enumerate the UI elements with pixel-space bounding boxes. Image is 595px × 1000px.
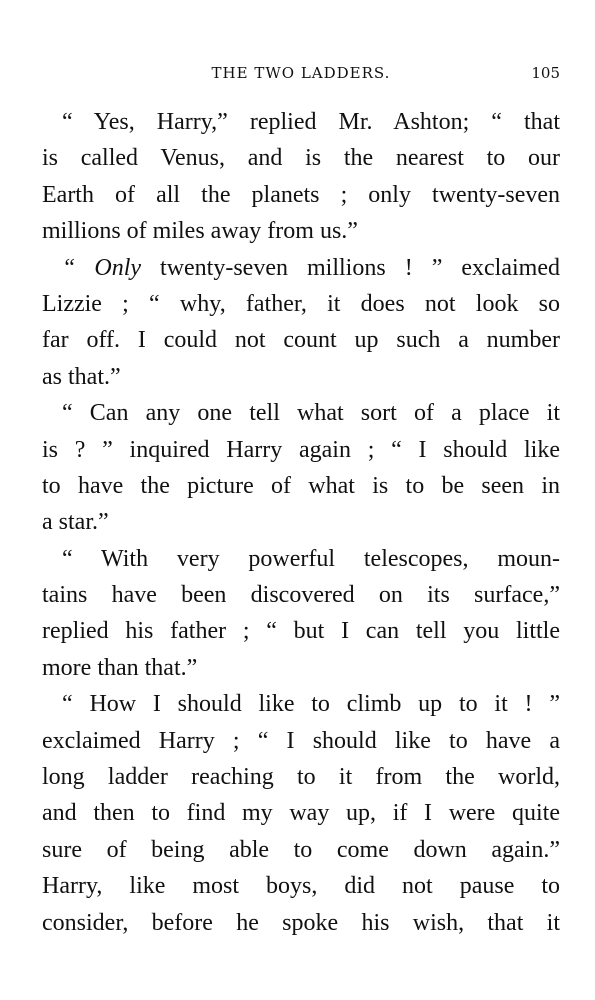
text-line: is ? ” inquired Harry again ; “ I should like [42, 436, 560, 463]
text-line-rest: twenty-seven millions ! ” exclaimed [160, 254, 560, 281]
text-line: Lizzie ; “ why, father, it does not look so [42, 290, 560, 317]
text-line: tains have been discovered on its surface,” [42, 582, 560, 609]
text-line: a star.” [42, 509, 109, 536]
body-text [42, 104, 560, 941]
text-line: sure of being able to come down again.” [42, 836, 560, 863]
text-line: consider, before he spoke his wish, that it [42, 909, 560, 936]
text-line: Harry, like most boys, did not pause to [42, 873, 560, 900]
text-line: exclaimed Harry ; “ I should like to have a [42, 727, 560, 754]
text-line: more than that.” [42, 654, 198, 681]
text-line: Earth of all the planets ; only twenty-seven [42, 181, 560, 208]
text-line: “ How I should like to climb up to it ! ” [62, 691, 560, 718]
text-line: long ladder reaching to it from the world, [42, 764, 560, 791]
text-line: and then to find my way up, if I were quite [42, 800, 560, 827]
running-head [42, 64, 560, 84]
text-line: millions of miles away from us.” [42, 218, 358, 245]
text-line: far off. I could not count up such a number [42, 327, 560, 354]
text-line [42, 250, 560, 286]
italic-word: “ Only [62, 254, 142, 281]
page-number: 105 [531, 64, 560, 82]
text-line: “ Yes, Harry,” replied Mr. Ashton; “ that [62, 109, 560, 135]
running-title: THE TWO LADDERS. [211, 64, 391, 82]
text-line: “ Can any one tell what sort of a place it [62, 400, 560, 427]
text-line: to have the picture of what is to be seen in [42, 472, 560, 499]
text-line: replied his father ; “ but I can tell you little [42, 618, 560, 645]
text-line: as that.” [42, 363, 121, 390]
text-line: “ With very powerful telescopes, moun- [62, 545, 560, 572]
text-line: is called Venus, and is the nearest to our [42, 145, 560, 172]
